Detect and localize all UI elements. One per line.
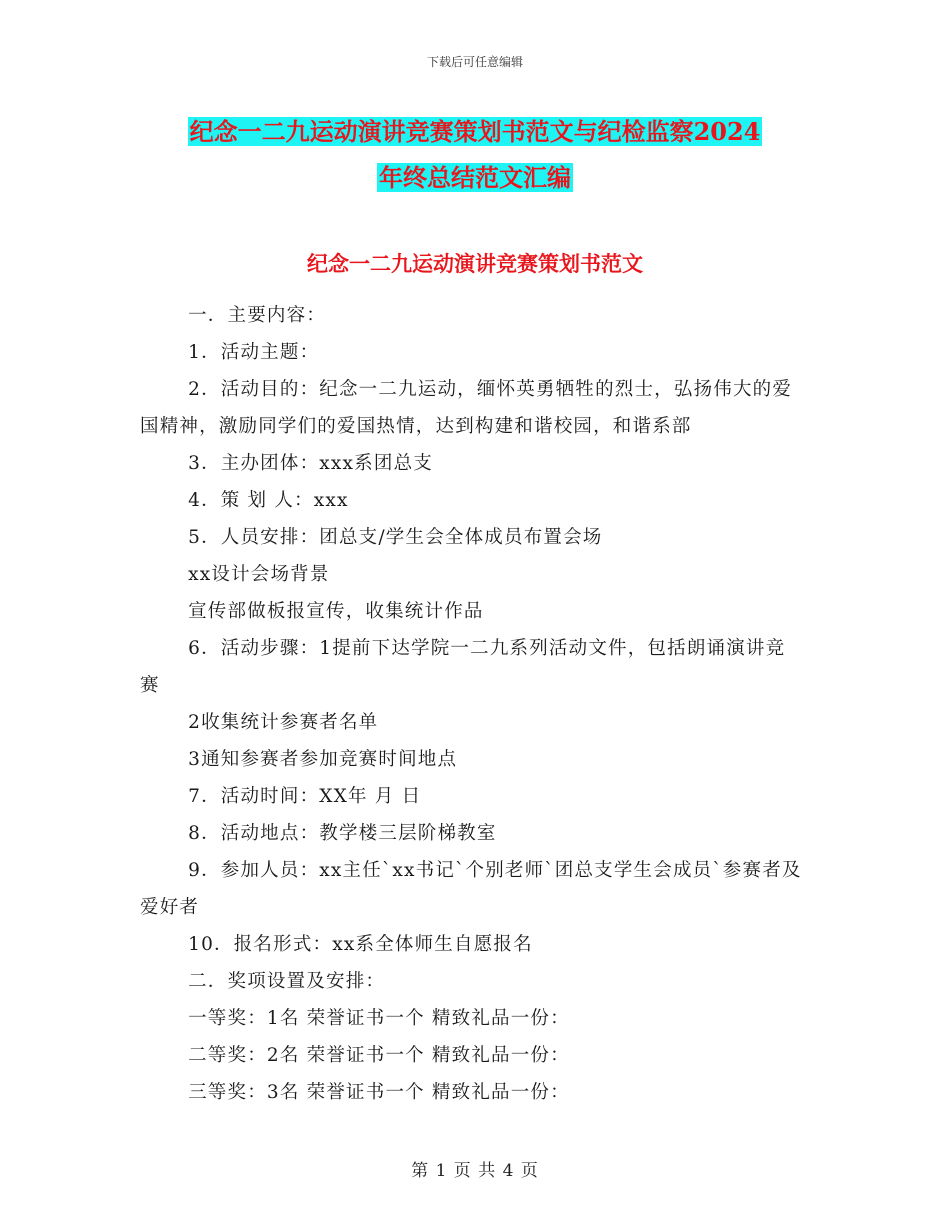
- document-title-line-1: [0, 112, 950, 147]
- paragraph: 6．活动步骤：1提前下达学院一二九系列活动文件，包括朗诵演讲竞赛: [140, 638, 786, 696]
- paragraph: 1．活动主题：: [188, 342, 320, 363]
- paragraph: 8．活动地点：教学楼三层阶梯教室: [188, 823, 497, 844]
- title-text-1: 纪念一二九运动演讲竞赛策划书范文与纪检监察2024: [189, 117, 761, 146]
- section-title: 纪念一二九运动演讲竞赛策划书范文: [307, 251, 643, 276]
- header-note: 下载后可任意编辑: [426, 55, 523, 69]
- title-text-2: 年终总结范文汇编: [379, 163, 571, 192]
- paragraph: 2收集统计参赛者名单: [188, 712, 379, 733]
- paragraph: 宣传部做板报宣传，收集统计作品: [188, 601, 484, 622]
- paragraph: 10．报名形式：xx系全体师生自愿报名: [188, 934, 533, 955]
- paragraph: 2．活动目的：纪念一二九运动，缅怀英勇牺牲的烈士，弘扬伟大的爱国精神，激励同学们的爱国热情，达到构建和谐校园，和谐系部: [140, 379, 793, 437]
- paragraph: 一．主要内容：: [188, 305, 326, 326]
- paragraph: 一等奖：1名 荣誉证书一个 精致礼品一份：: [188, 1008, 570, 1029]
- paragraph: 三等奖：3名 荣誉证书一个 精致礼品一份：: [188, 1082, 570, 1103]
- paragraph: 7．活动时间：XX年 月 日: [188, 786, 422, 807]
- document-body: [140, 297, 805, 1111]
- document-title-line-2: [0, 158, 950, 193]
- paragraph: 3．主办团体：xxx系团总支: [188, 453, 433, 474]
- page-footer: 第 1 页 共 4 页: [411, 1161, 539, 1181]
- paragraph: 二．奖项设置及安排：: [188, 971, 386, 992]
- paragraph: 4．策 划 人：xxx: [188, 490, 349, 511]
- paragraph: 二等奖：2名 荣誉证书一个 精致礼品一份：: [188, 1045, 570, 1066]
- paragraph: 5．人员安排：团总支/学生会全体成员布置会场: [188, 527, 603, 548]
- paragraph: xx设计会场背景: [188, 564, 330, 585]
- paragraph: 9．参加人员：xx主任`xx书记`个别老师`团总支学生会成员`参赛者及爱好者: [140, 860, 802, 918]
- paragraph: 3通知参赛者参加竞赛时间地点: [188, 749, 458, 770]
